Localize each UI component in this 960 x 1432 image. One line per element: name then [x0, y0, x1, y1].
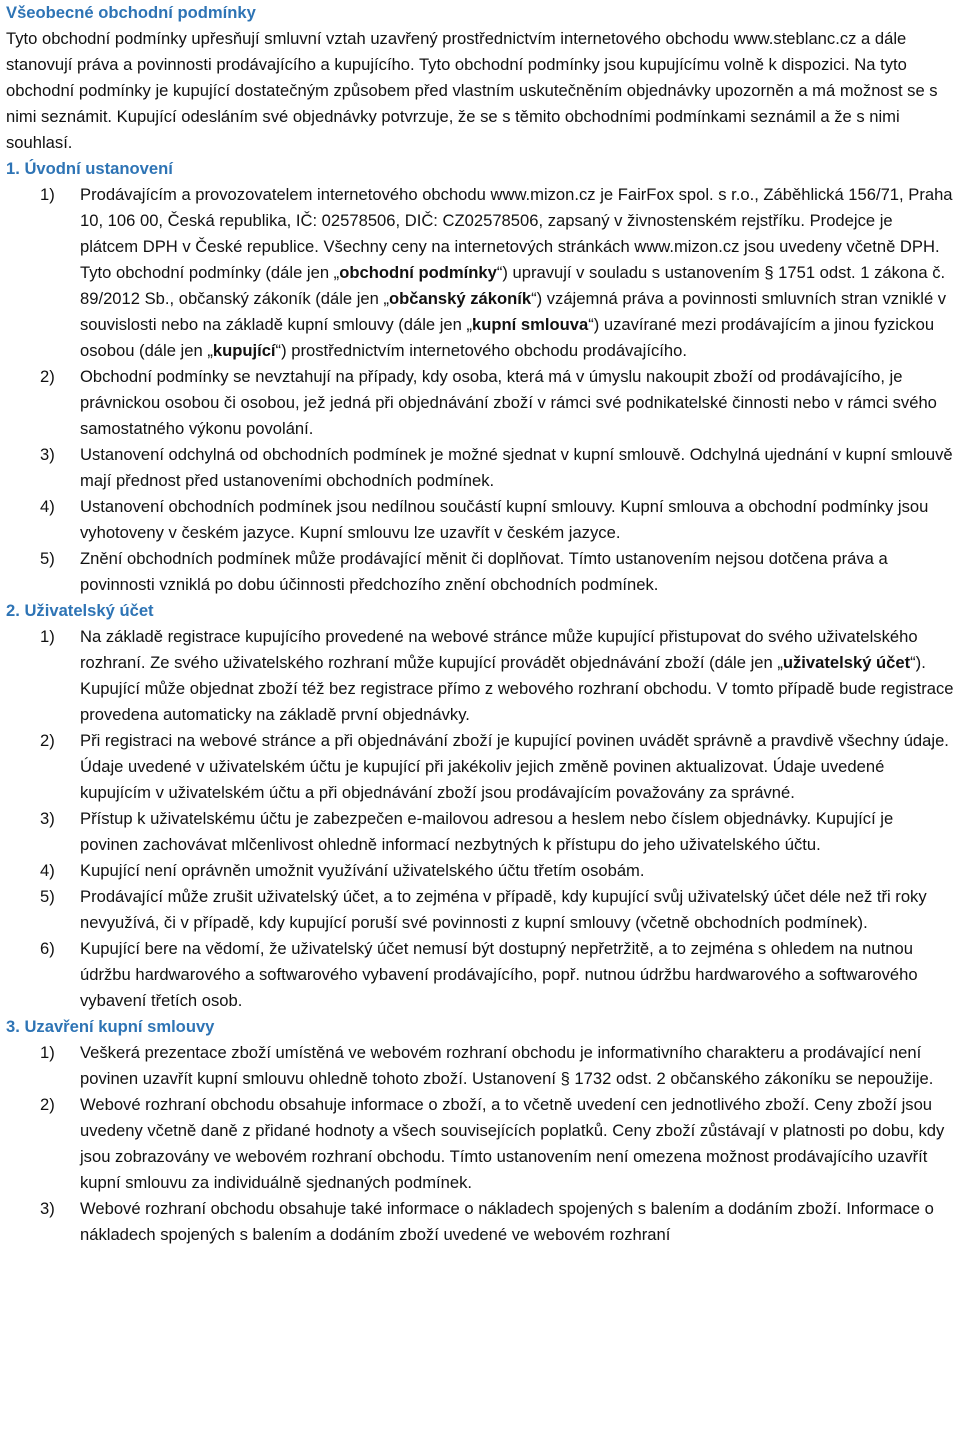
list-item — [6, 1196, 954, 1248]
document-title: Všeobecné obchodní podmínky — [6, 3, 256, 22]
defined-term: kupující — [212, 341, 276, 360]
list-item — [6, 442, 954, 494]
item-number: 3) — [40, 1199, 55, 1218]
item-text: “) vzájemná práva a povinnosti smluvních stran vzniklé v souvislosti nebo na základě kupní smlouvy (dále jen „ — [80, 289, 947, 334]
intro-paragraph: Tyto obchodní podmínky upřesňují smluvní vztah uzavřený prostřednictvím internetového obchodu www.steblanc.cz a dále stanovují práva a povinnosti prodávajícího a kupujícího. Tyto obchodní podmínky jsou kupujícímu volně k dispozici. Na tyto obchodní podmínky je kupující dostatečným způsobem před vlastním uskutečněním objednávky upozorněn a má možnost se s nimi seznámit. Kupující odesláním své objednávky potvrzuje, že se s těmito obchodními podmínkami seznámil a že s nimi souhlasí. — [6, 29, 938, 152]
item-text: Na základě registrace kupujícího provedené na webové stránce může kupující přistupovat do svého uživatelského rozhraní. Ze svého uživatelského rozhraní může kupující provádět objednávání zboží (dále jen „ — [80, 627, 918, 672]
list-item — [6, 1092, 954, 1196]
item-text: Ustanovení odchylná od obchodních podmínek je možné sjednat v kupní smlouvě. Odchylná ujednání v kupní smlouvě mají přednost před ustanoveními obchodních podmínek. — [80, 445, 953, 490]
item-number: 2) — [40, 367, 55, 386]
item-text: Obchodní podmínky se nevztahují na případy, kdy osoba, která má v úmyslu nakoupit zboží od prodávajícího, je právnickou osobou či osobou, jež jedná při objednávání zboží v rámci své podnikatelské činnosti nebo v rámci svého samostatného výkonu povolání. — [80, 367, 937, 438]
item-number: 1) — [40, 627, 55, 646]
item-text: “) upravují v souladu s ustanovením § 1751 odst. 1 zákona č. 89/2012 Sb., občanský zákoník (dále jen „ — [80, 263, 946, 308]
list-item — [6, 858, 954, 884]
item-text: Webové rozhraní obchodu obsahuje také informace o nákladech spojených s balením a dodáním zboží. Informace o nákladech spojených s balením a dodáním zboží uvedené ve webovém rozhraní — [80, 1199, 934, 1244]
section-heading: 2. Uživatelský účet — [6, 601, 154, 620]
item-number: 3) — [40, 809, 55, 828]
item-text: Znění obchodních podmínek může prodávající měnit či doplňovat. Tímto ustanovením nejsou dotčena práva a povinnosti vzniklá po dobu účinnosti předchozího znění obchodních podmínek. — [80, 549, 888, 594]
item-text: Kupující bere na vědomí, že uživatelský účet nemusí být dostupný nepřetržitě, a to zejména s ohledem na nutnou údržbu hardwarového a softwarového vybavení prodávajícího, popř. nutnou údržbu hardwarového a softwarového vybavení třetích osob. — [80, 939, 918, 1010]
defined-term: kupní smlouva — [472, 315, 589, 334]
item-text: Kupující není oprávněn umožnit využívání uživatelského účtu třetím osobám. — [80, 861, 645, 880]
sections-container — [6, 156, 954, 1248]
item-text: “) prostřednictvím internetového obchodu prodávajícího. — [275, 341, 687, 360]
item-text: “) uzavírané mezi prodávajícím a jinou fyzickou osobou (dále jen „ — [80, 315, 935, 360]
list-item — [6, 936, 954, 1014]
list-item — [6, 182, 954, 364]
section-heading: 3. Uzavření kupní smlouvy — [6, 1017, 215, 1036]
item-number: 2) — [40, 731, 55, 750]
defined-term: obchodní podmínky — [339, 263, 497, 282]
item-number: 5) — [40, 887, 55, 906]
item-text: Veškerá prezentace zboží umístěná ve webovém rozhraní obchodu je informativního charakteru a prodávající není povinen uzavřít kupní smlouvu ohledně tohoto zboží. Ustanovení § 1732 odst. 2 občanského zákoníku se nepoužije. — [80, 1043, 934, 1088]
item-text: Webové rozhraní obchodu obsahuje informace o zboží, a to včetně uvedení cen jednotlivého zboží. Ceny zboží jsou uvedeny včetně daně z přidané hodnoty a všech souvisejících poplatků. Ceny zboží zůstávají v platnosti po dobu, kdy jsou zobrazovány ve webovém rozhraní obchodu. Tímto ustanovením není omezena možnost prodávajícího uzavřít kupní smlouvu za individuálně sjednaných podmínek. — [80, 1095, 945, 1192]
list-item — [6, 364, 954, 442]
item-text: Přístup k uživatelskému účtu je zabezpečen e-mailovou adresou a heslem nebo číslem objednávky. Kupující je povinen zachovávat mlčenlivost ohledně informací nezbytných k přístupu do jeho uživatelského účtu. — [80, 809, 894, 854]
list-item — [6, 806, 954, 858]
list-item — [6, 624, 954, 728]
item-number: 1) — [40, 185, 55, 204]
item-text: Při registraci na webové stránce a při objednávání zboží je kupující povinen uvádět správně a pravdivě všechny údaje. Údaje uvedené v uživatelském účtu je kupující při jakékoliv jejich změně povinen aktualizovat. Údaje uvedené kupujícím v uživatelském účtu a při objednávání zboží jsou prodávajícím považovány za správné. — [80, 731, 949, 802]
list-item — [6, 728, 954, 806]
defined-term: občanský zákoník — [389, 289, 532, 308]
item-text: Prodávající může zrušit uživatelský účet, a to zejména v případě, kdy kupující svůj uživatelský účet déle než tři roky nevyužívá, či v případě, kdy kupující poruší své povinnosti z kupní smlouvy (včetně obchodních podmínek). — [80, 887, 927, 932]
defined-term: uživatelský účet — [782, 653, 911, 672]
item-number: 5) — [40, 549, 55, 568]
list-item — [6, 1040, 954, 1092]
section-heading: 1. Úvodní ustanovení — [6, 159, 173, 178]
item-number: 4) — [40, 861, 55, 880]
item-number: 4) — [40, 497, 55, 516]
item-text: Ustanovení obchodních podmínek jsou nedílnou součástí kupní smlouvy. Kupní smlouva a obchodní podmínky jsou vyhotoveny v českém jazyce. Kupní smlouvu lze uzavřít v českém jazyce. — [80, 497, 929, 542]
item-text: Prodávajícím a provozovatelem internetového obchodu www.mizon.cz je FairFox spol. s r.o., Záběhlická 156/71, Praha 10, 106 00, Česká republika, IČ: 02578506, DIČ: CZ02578506, zapsaný v živnostenském rejstříku. Prodejce je plátcem DPH v České republice. Všechny ceny na internetových stránkách www.mizon.cz jsou uvedeny včetně DPH. Tyto obchodní podmínky (dále jen „ — [80, 185, 953, 282]
list-item — [6, 494, 954, 546]
item-number: 6) — [40, 939, 55, 958]
section-list — [6, 182, 954, 598]
item-number: 3) — [40, 445, 55, 464]
section-list — [6, 1040, 954, 1248]
item-number: 2) — [40, 1095, 55, 1114]
list-item — [6, 546, 954, 598]
section-list — [6, 624, 954, 1014]
list-item — [6, 884, 954, 936]
item-text: “). Kupující může objednat zboží též bez registrace přímo z webového rozhraní obchodu. V tomto případě bude registrace provedena automaticky na základě první objednávky. — [80, 653, 954, 724]
item-number: 1) — [40, 1043, 55, 1062]
